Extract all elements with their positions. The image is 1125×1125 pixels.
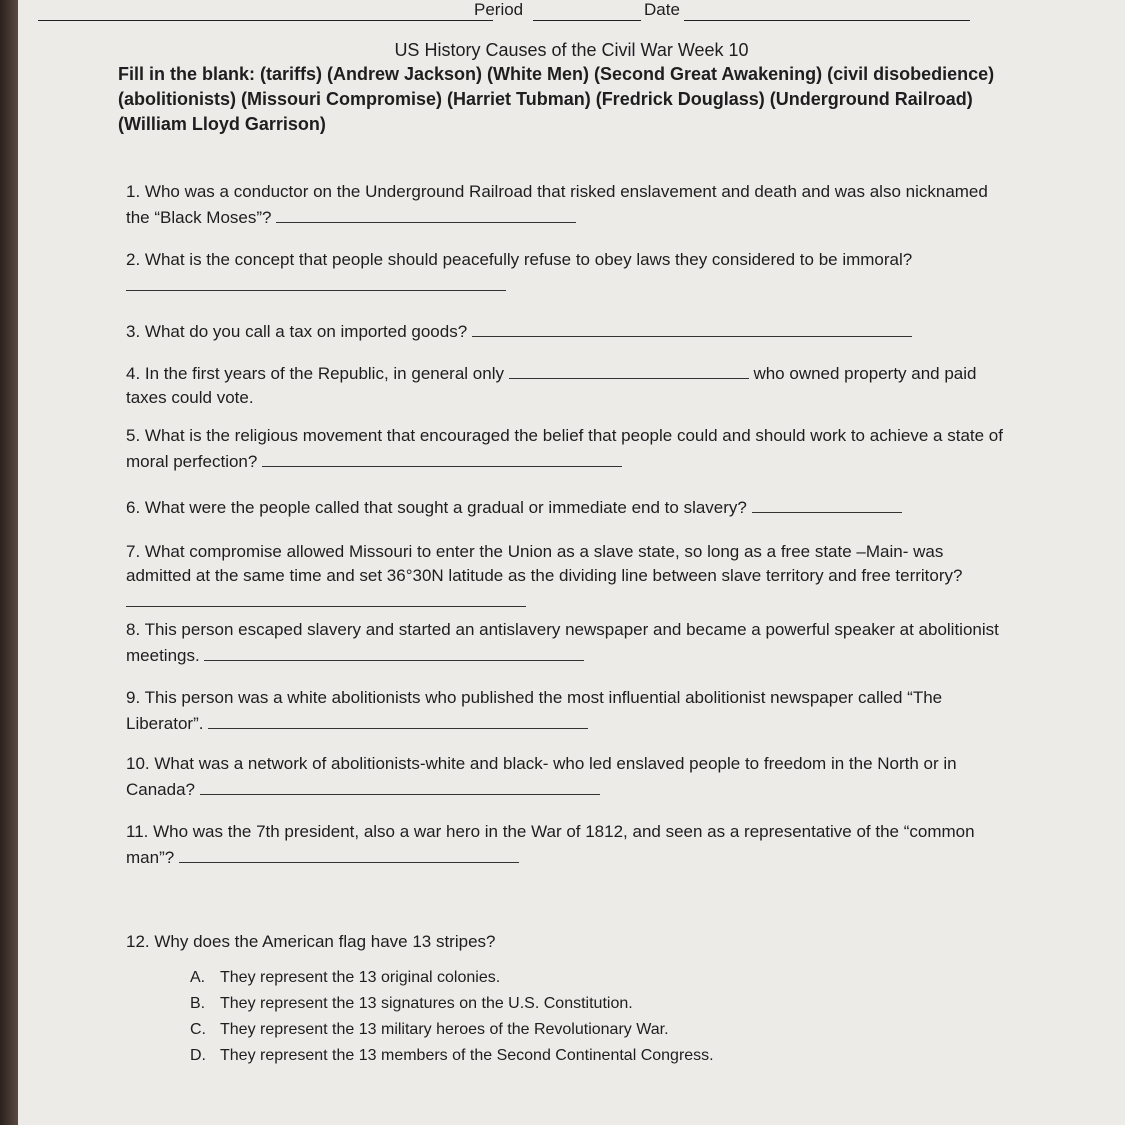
question-text: 5. What is the religious movement that encouraged the belief that people could and should work to achieve a state of moral perfection? [126, 426, 1003, 471]
date-field[interactable] [684, 20, 970, 21]
question-text: 2. What is the concept that people should peacefully refuse to obey laws they considered to be immoral? [126, 250, 913, 269]
choice-letter: A. [190, 969, 206, 986]
choice-letter: C. [190, 1021, 206, 1038]
answer-blank-5[interactable] [262, 448, 622, 467]
answer-blank-9[interactable] [208, 710, 588, 729]
worksheet-page [18, 0, 1125, 1125]
choice-c[interactable] [190, 1017, 714, 1043]
answer-choices [190, 965, 714, 1069]
question-1 [126, 180, 1006, 230]
question-text-after: who owned property and paid taxes could vote. [126, 364, 977, 407]
question-text: 7. What compromise allowed Missouri to enter the Union as a slave state, so long as a free state –Main- was admitted at the same time and set 36°30N latitude as the dividing line between slave territory and free territory? [126, 542, 963, 585]
question-text: 3. What do you call a tax on imported goods? [126, 322, 468, 341]
answer-blank-6[interactable] [752, 494, 902, 513]
answer-blank-11[interactable] [179, 844, 519, 863]
word-bank: Fill in the blank: (tariffs) (Andrew Jackson) (White Men) (Second Great Awakening) (civil disobedience) (abolitionists) (Missouri Compromise) (Harriet Tubman) (Fredrick Douglass) (Underground Railroad) (William Lloyd Garrison) [118, 64, 995, 134]
period-field[interactable] [533, 20, 641, 21]
page-title: US History Causes of the Civil War Week 10 [394, 40, 749, 60]
question-7 [126, 540, 1006, 614]
question-10 [126, 752, 1006, 802]
question-5 [126, 424, 1006, 474]
answer-blank-7[interactable] [126, 588, 526, 607]
answer-blank-3[interactable] [472, 318, 912, 337]
name-line [38, 20, 493, 21]
choice-text: They represent the 13 original colonies. [220, 969, 501, 986]
question-text: 9. This person was a white abolitionists who published the most influential abolitionist newspaper called “The Liberator”. [126, 688, 943, 733]
question-4 [126, 360, 1006, 410]
question-11 [126, 820, 1006, 870]
choice-text: They represent the 13 members of the Second Continental Congress. [220, 1047, 714, 1064]
question-text: 11. Who was the 7th president, also a war hero in the War of 1812, and seen as a representative of the “common man”? [126, 822, 975, 867]
answer-blank-8[interactable] [204, 642, 584, 661]
date-label: Date [644, 0, 680, 19]
question-2 [126, 248, 1006, 298]
question-text-before: 4. In the first years of the Republic, in general only [126, 364, 504, 383]
question-9 [126, 686, 1006, 736]
choice-letter: D. [190, 1047, 206, 1064]
page-shadow [0, 0, 18, 1125]
choice-a[interactable] [190, 965, 714, 991]
answer-blank-4[interactable] [509, 360, 749, 379]
choice-text: They represent the 13 signatures on the U.S. Constitution. [220, 995, 633, 1012]
choice-text: They represent the 13 military heroes of the Revolutionary War. [220, 1021, 669, 1038]
question-text: 8. This person escaped slavery and started an antislavery newspaper and became a powerful speaker at abolitionist meetings. [126, 620, 999, 665]
question-text: 10. What was a network of abolitionists-white and black- who led enslaved people to freedom in the North or in Canada? [126, 754, 957, 799]
question-3 [126, 318, 1006, 344]
answer-blank-10[interactable] [200, 776, 600, 795]
question-8 [126, 618, 1006, 668]
question-text: 12. Why does the American flag have 13 stripes? [126, 932, 496, 951]
choice-b[interactable] [190, 991, 714, 1017]
header-line [418, 0, 988, 24]
question-6 [126, 494, 1006, 520]
question-text: 1. Who was a conductor on the Underground Railroad that risked enslavement and death and was also nicknamed the “Black Moses”? [126, 182, 988, 227]
question-12 [126, 930, 1006, 954]
answer-blank-1[interactable] [276, 204, 576, 223]
answer-blank-2[interactable] [126, 272, 506, 291]
question-text: 6. What were the people called that sought a gradual or immediate end to slavery? [126, 498, 747, 517]
choice-letter: B. [190, 995, 206, 1012]
period-label: Period [474, 0, 524, 19]
choice-d[interactable] [190, 1043, 714, 1069]
